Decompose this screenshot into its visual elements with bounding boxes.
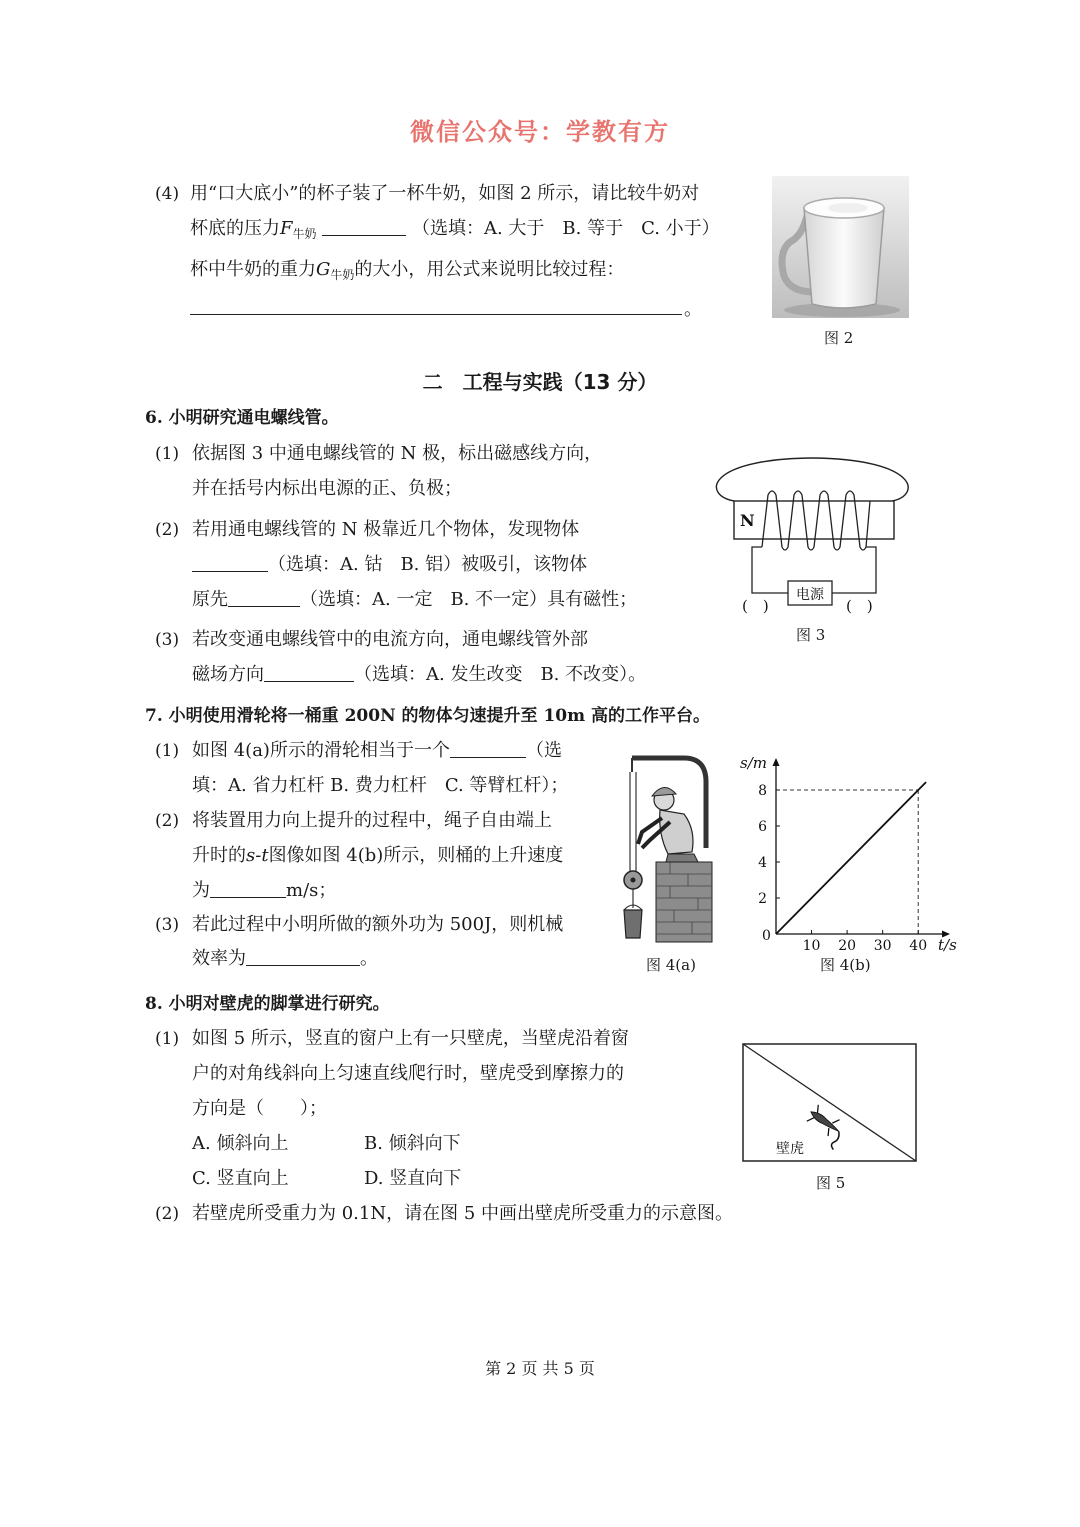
q5-4-line2-b: （选填：A. 大于 B. 等于 C. 小于） xyxy=(411,218,720,239)
q5-4-end-mark: 。 xyxy=(684,299,702,320)
north-pole-label: N xyxy=(740,511,755,530)
q5-4-line3 xyxy=(190,258,624,287)
s-t-chart xyxy=(734,752,964,952)
q7-1-number: (1) xyxy=(155,741,180,761)
section-title: 二 工程与实践（13 分） xyxy=(422,370,658,394)
q6-3-line1: 若改变通电螺线管中的电流方向，通电螺线管外部 xyxy=(192,629,588,650)
x-tick-label: 20 xyxy=(838,938,857,952)
figure-2-caption: 图 2 xyxy=(824,329,854,347)
force-subscript: 牛奶 xyxy=(292,227,317,241)
right-terminal-paren[interactable]: ( ) xyxy=(846,597,873,615)
q7-2-line3-b: m/s； xyxy=(286,880,337,901)
q6-3-line2 xyxy=(192,663,646,687)
solenoid-diagram xyxy=(712,455,917,625)
q7-3-line2-b: 。 xyxy=(360,948,378,969)
answer-blank-lever-type[interactable] xyxy=(450,739,526,758)
figure-4b-caption: 图 4(b) xyxy=(820,956,871,974)
q5-4-line2-a: 杯底的压力 xyxy=(190,218,280,239)
q7-2-number: (2) xyxy=(155,811,180,831)
power-source-label: 电源 xyxy=(796,587,824,603)
q7-3-line2 xyxy=(192,947,378,971)
y-axis-label: s/m xyxy=(740,754,767,772)
q8-1-line3: 方向是（ ）； xyxy=(192,1098,327,1119)
q5-4-line3-a: 杯中牛奶的重力 xyxy=(190,259,316,280)
q8-heading: 8. 小明对壁虎的脚掌进行研究。 xyxy=(145,994,390,1014)
option-c[interactable]: C. 竖直向上 xyxy=(192,1168,289,1189)
answer-line-formula[interactable] xyxy=(190,314,682,315)
y-tick-label: 4 xyxy=(758,855,767,871)
force-symbol-f: F xyxy=(280,218,293,239)
x-tick-label: 10 xyxy=(802,938,821,952)
series-line xyxy=(776,782,926,934)
gravity-subscript: 牛奶 xyxy=(330,268,355,282)
q7-3-line2-a: 效率为 xyxy=(192,948,246,969)
q8-2-line1: 若壁虎所受重力为 0.1N，请在图 5 中画出壁虎所受重力的示意图。 xyxy=(192,1203,733,1224)
gecko-label: 壁虎 xyxy=(776,1141,804,1157)
option-b[interactable]: B. 倾斜向下 xyxy=(364,1133,461,1154)
q7-2-line2-b: 图像如图 4(b)所示，则桶的上升速度 xyxy=(268,845,564,866)
q6-2-line3 xyxy=(192,588,637,612)
answer-blank-pressure[interactable] xyxy=(322,217,406,236)
q7-2-line2-a: 升时的 xyxy=(192,845,246,866)
q6-1-line2: 并在括号内标出电源的正、负极； xyxy=(192,478,462,499)
option-d[interactable]: D. 竖直向下 xyxy=(364,1168,462,1189)
q7-1-line1-a: 如图 4(a)所示的滑轮相当于一个 xyxy=(192,740,450,761)
option-a[interactable]: A. 倾斜向上 xyxy=(192,1133,289,1154)
window-gecko-diagram xyxy=(742,1043,918,1163)
q7-3-line1: 若此过程中小明所做的额外功为 500J，则机械 xyxy=(192,914,564,935)
origin-label: 0 xyxy=(762,928,771,944)
q7-2-line1: 将装置用力向上提升的过程中，绳子自由端上 xyxy=(192,810,552,831)
q7-1-line1 xyxy=(192,739,562,763)
q5-4-number: (4) xyxy=(155,184,180,204)
q7-1-line2: 填：A. 省力杠杆 B. 费力杠杆 C. 等臂杠杆）； xyxy=(192,775,569,796)
figure-4a-caption: 图 4(a) xyxy=(646,956,696,974)
q8-1-number: (1) xyxy=(155,1029,180,1049)
q7-heading: 7. 小明使用滑轮将一桶重 200N 的物体匀速提升至 10m 高的工作平台。 xyxy=(145,706,711,726)
q5-4-line2 xyxy=(190,217,720,246)
q7-1-line1-b: （选 xyxy=(525,740,562,761)
q6-1-number: (1) xyxy=(155,444,180,464)
q6-2-number: (2) xyxy=(155,520,180,540)
answer-blank-magnetic[interactable] xyxy=(228,588,300,607)
answer-blank-speed[interactable] xyxy=(210,879,286,898)
q6-2-line2 xyxy=(192,553,587,577)
q6-heading: 6. 小明研究通电螺线管。 xyxy=(145,408,339,428)
y-axis-arrow xyxy=(773,758,780,766)
page-footer: 第 2 页 共 5 页 xyxy=(485,1359,595,1378)
q6-1-line1: 依据图 3 中通电螺线管的 N 极，标出磁感线方向， xyxy=(192,443,603,464)
q6-2-line2-text: （选填：A. 钴 B. 铝）被吸引，该物体 xyxy=(268,554,588,575)
q7-2-line3 xyxy=(192,879,336,903)
x-tick-label: 30 xyxy=(873,938,892,952)
left-terminal-paren[interactable]: ( ) xyxy=(742,597,769,615)
x-tick-label: 40 xyxy=(909,938,928,952)
st-graph-symbol: s-t xyxy=(246,845,269,866)
q8-1-line2: 户的对角线斜向上匀速直线爬行时，壁虎受到摩擦力的 xyxy=(192,1063,624,1084)
q6-3-number: (3) xyxy=(155,630,180,650)
y-tick-label: 6 xyxy=(758,819,767,835)
q6-2-line3-b: （选填：A. 一定 B. 不一定）具有磁性； xyxy=(300,589,638,610)
answer-blank-attracted[interactable] xyxy=(192,553,268,572)
answer-blank-efficiency[interactable] xyxy=(246,947,360,966)
figure-3-caption: 图 3 xyxy=(796,626,826,644)
q5-4-line3-b: 的大小，用公式来说明比较过程： xyxy=(354,259,625,280)
watermark-header: 微信公众号：学教有方 xyxy=(410,118,670,146)
q8-1-line1: 如图 5 所示，竖直的窗户上有一只壁虎，当壁虎沿着窗 xyxy=(192,1028,629,1049)
q6-3-line2-a: 磁场方向 xyxy=(192,664,264,685)
y-tick-label: 2 xyxy=(758,891,767,907)
q5-4-line1: 用“口大底小”的杯子装了一杯牛奶，如图 2 所示，请比较牛奶对 xyxy=(190,183,700,204)
y-tick-label: 8 xyxy=(758,783,767,799)
milk-cup-photo xyxy=(772,176,909,318)
answer-blank-field-direction[interactable] xyxy=(264,663,354,682)
q6-2-line3-a: 原先 xyxy=(192,589,228,610)
q6-3-line2-b: （选填：A. 发生改变 B. 不改变）。 xyxy=(354,664,647,685)
q7-3-number: (3) xyxy=(155,915,180,935)
q6-2-line1: 若用通电螺线管的 N 极靠近几个物体，发现物体 xyxy=(192,519,580,540)
x-axis-label: t/s xyxy=(938,936,957,952)
gravity-symbol-g: G xyxy=(316,259,331,280)
q8-2-number: (2) xyxy=(155,1204,180,1224)
figure-5-caption: 图 5 xyxy=(816,1174,846,1192)
q7-2-line2 xyxy=(192,844,563,868)
pulley-worker-illustration xyxy=(612,752,717,944)
q7-2-line3-a: 为 xyxy=(192,880,210,901)
